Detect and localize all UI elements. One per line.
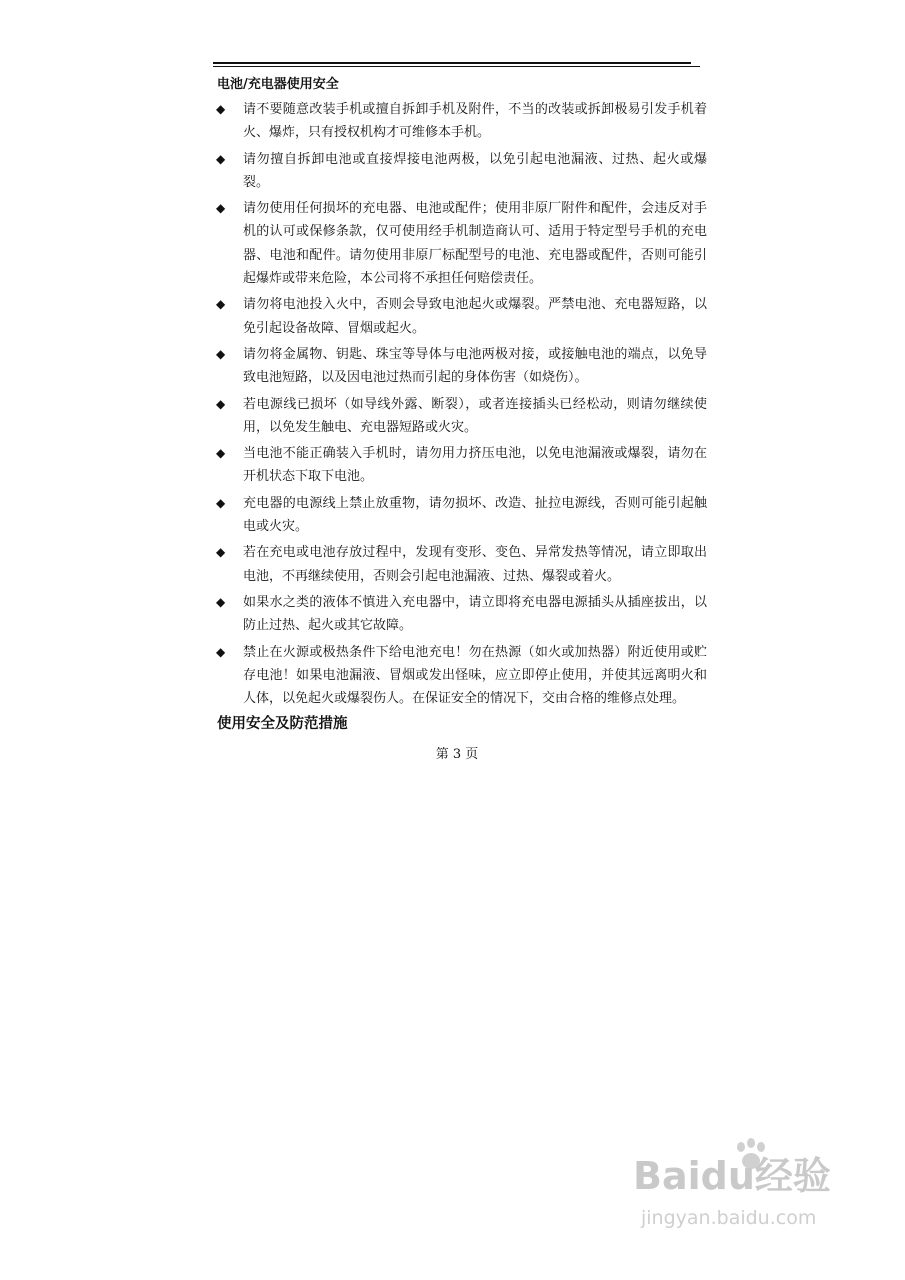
list-item-text: 若在充电或电池存放过程中，发现有变形、变色、异常发热等情况，请立即取出电池，不再继续使用，否则会引起电池漏液、过热、爆裂或着火。 [243,545,707,584]
list-item-text: 当电池不能正确装入手机时，请勿用力挤压电池，以免电池漏液或爆裂，请勿在开机状态下取下电池。 [243,446,707,485]
list-item [217,393,707,440]
watermark-url: jingyan.baidu.com [641,1207,817,1229]
diamond-bullet-icon: ◆ [216,201,226,216]
list-item-text: 若电源线已损坏（如导线外露、断裂），或者连接插头已经松动，则请勿继续使用，以免发生触电、充电器短路或火灾。 [243,396,707,435]
list-item-text: 禁止在火源或极热条件下给电池充电！勿在热源（如火或加热器）附近使用或贮存电池！如果电池漏液、冒烟或发出怪味，应立即停止使用，并使其远离明火和人体，以免起火或爆裂伤人。在保证安全的情况下，交由合格的维修点处理。 [243,644,707,707]
list-item [217,148,707,195]
diamond-bullet-icon: ◆ [216,545,226,560]
page-number: 第 3 页 [435,747,479,763]
header-rule-thick [213,62,691,64]
list-item [217,541,707,588]
list-item-text: 充电器的电源线上禁止放重物，请勿损坏、改造、扯拉电源线，否则可能引起触电或火灾。 [243,495,707,535]
list-item-text: 请不要随意改装手机或擅自拆卸手机及附件，不当的改装或拆卸极易引发手机着火、爆炸，只有授权机构才可维修本手机。 [243,102,707,141]
diamond-bullet-icon: ◆ [216,346,226,361]
list-item-text: 请勿使用任何损坏的充电器、电池或配件；使用非原厂附件和配件，会违反对手机的认可或保修条款，仅可使用经手机制造商认可、适用于特定型号手机的充电器、电池和配件。请勿使用非原厂标配型号的电池、充电器或配件，否则可能引起爆炸或带来危险，本公司将不承担任何赔偿责任。 [243,201,707,287]
list-item [217,98,707,145]
list-item [217,591,707,638]
section-title: 电池/充电器使用安全 [217,77,339,92]
list-item-text: 请勿将电池投入火中，否则会导致电池起火或爆裂。严禁电池、充电器短路，以免引起设备故障、冒烟或起火。 [243,297,707,336]
diamond-bullet-icon: ◆ [216,102,226,116]
diamond-bullet-icon: ◆ [216,446,226,461]
list-item [217,442,707,489]
list-item [217,197,707,290]
diamond-bullet-icon: ◆ [216,297,226,312]
diamond-bullet-icon: ◆ [216,396,226,411]
list-item-text: 请勿擅自拆卸电池或直接焊接电池两极，以免引起电池漏液、过热、起火或爆裂。 [243,151,707,190]
header-rule-thin [213,66,700,67]
list-item [217,293,707,340]
list-item [217,343,707,390]
list-item-text: 如果水之类的液体不慎进入充电器中，请立即将充电器电源插头从插座拔出，以防止过热、起火或其它故障。 [243,594,707,634]
watermark-logo-text: Baidu经验 [633,1154,831,1198]
diamond-bullet-icon: ◆ [216,151,226,166]
diamond-bullet-icon: ◆ [216,644,226,659]
list-item [217,641,707,711]
diamond-bullet-icon: ◆ [216,495,226,510]
list-item-text: 请勿将金属物、钥匙、珠宝等导体与电池两极对接，或接触电池的端点，以免导致电池短路，以及因电池过热而引起的身体伤害（如烧伤）。 [243,346,707,386]
safety-bullet-list [217,98,707,710]
baidu-jingyan-watermark [633,1145,853,1240]
diamond-bullet-icon: ◆ [216,594,226,609]
document-body [217,74,707,766]
list-item [217,492,707,539]
footer-section-title: 使用安全及防范措施 [217,716,348,733]
